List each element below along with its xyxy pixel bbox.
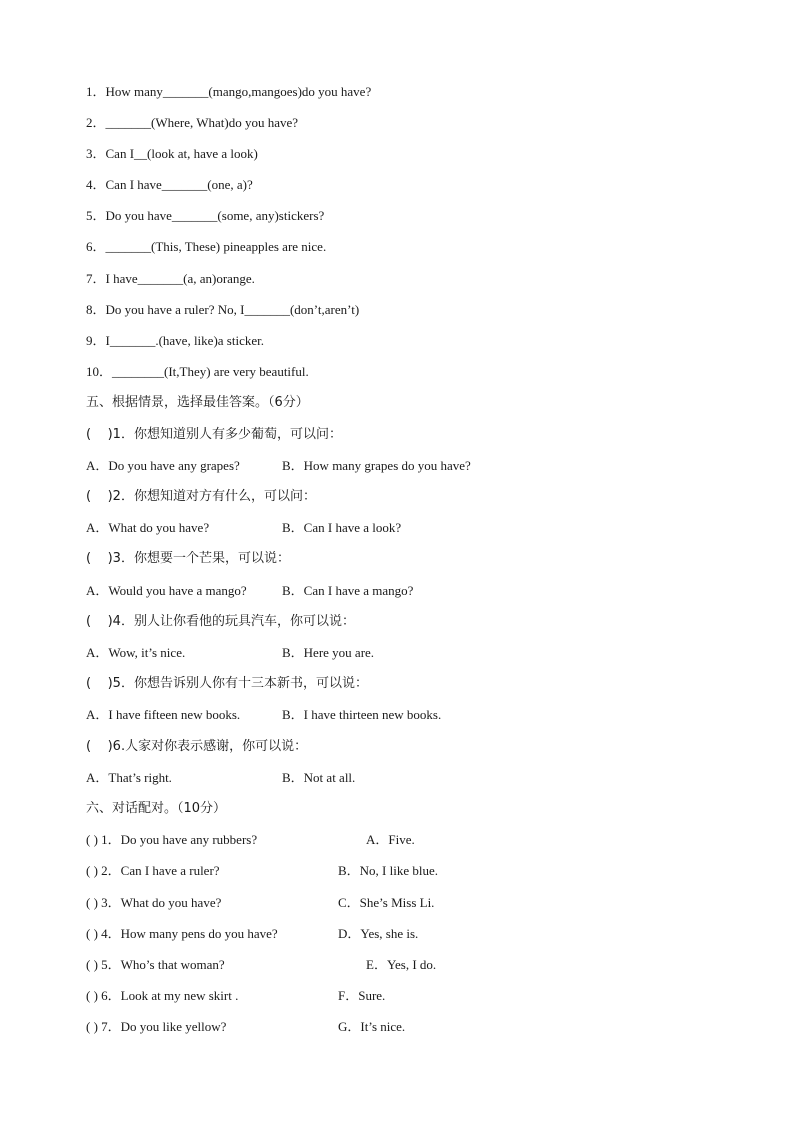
section5-question-1: ( )1．你想知道别人有多少葡萄，可以问：	[86, 427, 342, 442]
fill-in-item-10: 10．________(It,They) are very beautiful.	[86, 364, 309, 379]
section6-question-5: ( ) 5．Who’s that woman?	[86, 957, 225, 972]
section6-answer-c: C．She’s Miss Li.	[338, 895, 435, 910]
section5-question-2: ( )2．你想知道对方有什么，可以问：	[86, 489, 316, 504]
fill-in-item-5: 5．Do you have_______(some, any)stickers?	[86, 208, 325, 223]
fill-in-item-2: 2．_______(Where, What)do you have?	[86, 115, 299, 130]
fill-in-item-9: 9．I_______.(have, like)a sticker.	[86, 333, 264, 348]
section6-heading: 六、对话配对。（10分）	[86, 801, 227, 816]
section6-answer-e: E．Yes, I do.	[366, 957, 437, 972]
section5-option-b-4: B．Here you are.	[282, 645, 375, 660]
section6-question-7: ( ) 7．Do you like yellow?	[86, 1019, 227, 1034]
section6-question-1: ( ) 1．Do you have any rubbers?	[86, 832, 258, 847]
fill-in-item-6: 6．_______(This, These) pineapples are nice.	[86, 239, 327, 254]
section6-answer-g: G．It’s nice.	[338, 1019, 406, 1034]
fill-in-item-1: 1．How many_______(mango,mangoes)do you have?	[86, 84, 372, 99]
section5-option-b-6: B．Not at all.	[282, 770, 356, 785]
section6-question-3: ( ) 3．What do you have?	[86, 895, 222, 910]
section5-question-5: ( )5．你想告诉别人你有十三本新书，可以说：	[86, 676, 368, 691]
section5-option-a-5: A．I have fifteen new books.	[86, 707, 241, 722]
section6-question-2: ( ) 2．Can I have a ruler?	[86, 863, 220, 878]
section6-question-6: ( ) 6．Look at my new skirt .	[86, 988, 239, 1003]
section5-option-a-1: A．Do you have any grapes?	[86, 458, 240, 473]
fill-in-item-7: 7．I have_______(a, an)orange.	[86, 271, 255, 286]
section6-answer-d: D．Yes, she is.	[338, 926, 419, 941]
section5-question-4: ( )4．别人让你看他的玩具汽车，你可以说：	[86, 614, 355, 629]
section5-option-b-3: B．Can I have a mango?	[282, 583, 414, 598]
section5-option-a-6: A．That’s right.	[86, 770, 172, 785]
section6-question-4: ( ) 4．How many pens do you have?	[86, 926, 278, 941]
section5-heading: 五、根据情景，选择最佳答案。（6分）	[86, 395, 309, 410]
section6-answer-f: F．Sure.	[338, 988, 386, 1003]
section6-answer-a: A．Five.	[366, 832, 415, 847]
section5-option-b-1: B．How many grapes do you have?	[282, 458, 471, 473]
section5-option-a-2: A．What do you have?	[86, 520, 210, 535]
section5-option-a-3: A．Would you have a mango?	[86, 583, 247, 598]
fill-in-item-3: 3．Can I__(look at, have a look)	[86, 146, 258, 161]
section5-question-6: ( )6.人家对你表示感谢，你可以说：	[86, 739, 308, 754]
section5-option-b-2: B．Can I have a look?	[282, 520, 402, 535]
section5-option-b-5: B．I have thirteen new books.	[282, 707, 442, 722]
section6-answer-b: B．No, I like blue.	[338, 863, 439, 878]
fill-in-item-4: 4．Can I have_______(one, a)?	[86, 177, 253, 192]
section5-option-a-4: A．Wow, it’s nice.	[86, 645, 186, 660]
section5-question-3: ( )3．你想要一个芒果，可以说：	[86, 551, 290, 566]
fill-in-item-8: 8．Do you have a ruler? No, I_______(don’t,aren’t)	[86, 302, 360, 317]
